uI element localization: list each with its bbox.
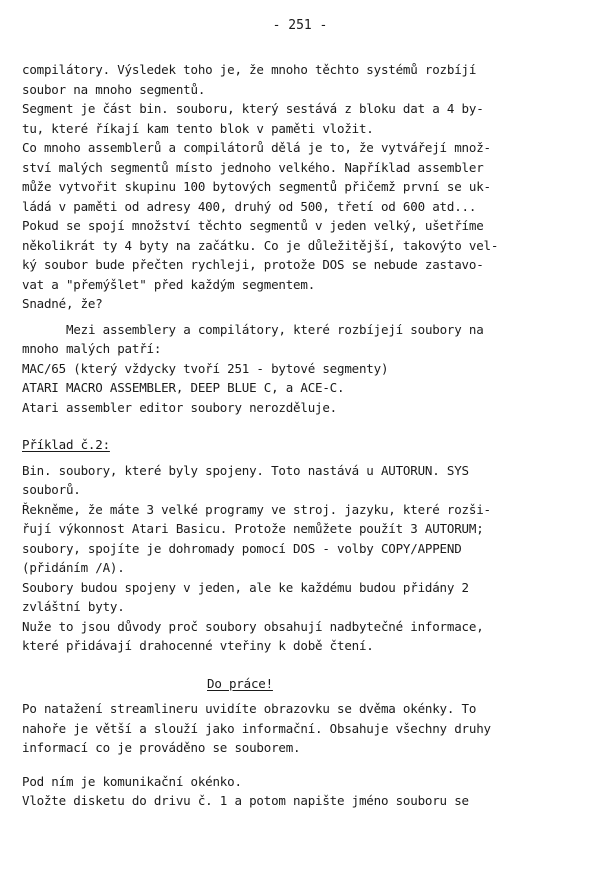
- text-line: vat a "přemýšlet" před každým segmentem.: [22, 276, 316, 292]
- text-line: Pokud se spojí množství těchto segmentů v jeden velký, ušetříme: [22, 218, 484, 233]
- text-line: Bin. soubory, které byly spojeny. Toto nastává u AUTORUN. SYS: [22, 462, 469, 478]
- text-line: ládá v paměti od adresy 400, druhý od 500, třetí od 600 atd...: [22, 198, 477, 214]
- text-line: Segment je část bin. souboru, který sestává z bloku dat a 4 by-: [22, 101, 484, 116]
- text-line: řují výkonnost Atari Basicu. Protože nemůžete použít 3 AUTORUM;: [22, 521, 484, 536]
- paragraph-example: [22, 461, 582, 656]
- paragraph-streamliner: [22, 699, 582, 758]
- text-line: zvláštní byty.: [22, 599, 125, 614]
- text-line: Řekněme, že máte 3 velké programy ve stroj. jazyku, které rozši-: [22, 501, 491, 517]
- example-heading: Příklad č.2:: [22, 437, 110, 452]
- text-line: Co mnoho assemblerů a compilátorů dělá je to, že vytvářejí množ-: [22, 140, 491, 155]
- text-line: několikrát ty 4 byty na začátku. Co je důležitější, takovýto vel-: [22, 237, 499, 253]
- text-line: může vytvořit skupinu 100 bytových segmentů přičemž první se uk-: [22, 179, 491, 194]
- paragraph-communication: [22, 772, 582, 811]
- text-line: soubor na mnoho segmentů.: [22, 81, 206, 97]
- text-line: Vložte disketu do drivu č. 1 a potom napište jméno souboru se: [22, 793, 469, 808]
- text-line: mnoho malých patří:: [22, 341, 162, 356]
- text-line: ství malých segmentů místo jednoho velkého. Například assembler: [22, 159, 484, 175]
- text-line: MAC/65 (který vždycky tvoří 251 - bytové segmenty): [22, 360, 389, 376]
- text-line: Atari assembler editor soubory nerozděluje.: [22, 399, 338, 415]
- text-line: Po natažení streamlineru uvidíte obrazovku se dvěma okénky. To: [22, 701, 477, 716]
- text-line: Mezi assemblery a compilátory, které rozbíjejí soubory na: [66, 321, 484, 337]
- paragraph-assemblers: [22, 320, 582, 418]
- text-line: ký soubor bude přečten rychleji, protože DOS se nebude zastavo-: [22, 257, 484, 272]
- text-line: ATARI MACRO ASSEMBLER, DEEP BLUE C, a ACE-C.: [22, 380, 345, 395]
- text-line: (přidáním /A).: [22, 560, 125, 575]
- text-line: informací co je prováděno se souborem.: [22, 740, 301, 755]
- text-line: které přidávají drahocenné vteřiny k době čtení.: [22, 638, 374, 653]
- work-heading: [22, 674, 582, 694]
- text-line: nahoře je větší a slouží jako informační. Obsahuje všechny druhy: [22, 720, 491, 736]
- text-line: compilátory. Výsledek toho je, že mnoho těchto systémů rozbíjí: [22, 62, 477, 77]
- page-number: - 251 -: [272, 18, 328, 33]
- text-line: souborů.: [22, 482, 81, 497]
- work-heading-text: Do práce!: [207, 675, 273, 691]
- text-line: soubory, spojíte je dohromady pomocí DOS - volby COPY/APPEND: [22, 540, 462, 556]
- text-line: Nuže to jsou důvody proč soubory obsahují nadbytečné informace,: [22, 618, 484, 634]
- text-line: Soubory budou spojeny v jeden, ale ke každému budou přidány 2: [22, 579, 469, 595]
- paragraph-segments: [22, 60, 582, 314]
- text-line: Snadné, že?: [22, 296, 103, 311]
- page-body: [22, 60, 582, 811]
- text-line: tu, které říkají kam tento blok v paměti vložit.: [22, 120, 374, 136]
- text-line: Pod ním je komunikační okénko.: [22, 773, 242, 789]
